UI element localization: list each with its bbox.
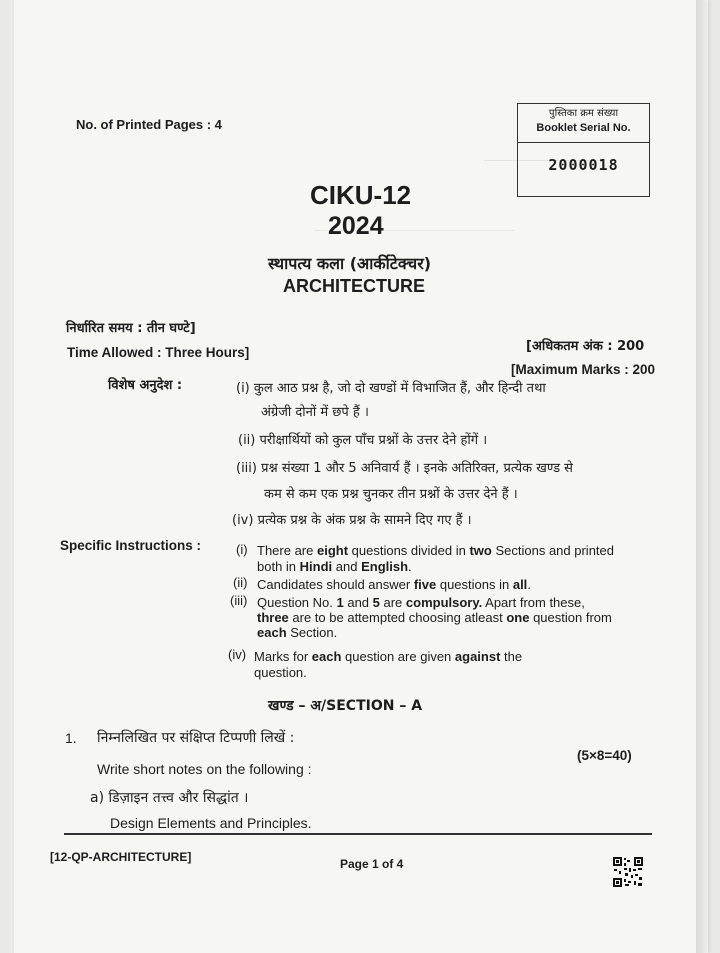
section-heading: खण्ड – अ/SECTION – A [268,698,423,714]
instructions-english-label: Specific Instructions : [60,538,202,553]
footer-paper-code: [12-QP-ARCHITECTURE] [50,850,192,864]
instruction-en-iii-cont2: each Section. [257,625,338,640]
instruction-en-iii: Question No. 1 and 5 are compulsory. Apart from these, [257,595,585,610]
question-marks: (5×8=40) [577,748,632,763]
paper-code: CIKU-12 [310,180,412,210]
instruction-hi-iv: (iv) प्रत्येक प्रश्न के अंक प्रश्न के सामने दिए गए हैं । [232,513,472,528]
instruction-en-ii: Candidates should answer five questions in all. [257,577,531,592]
instruction-en-iv-cont: question. [254,665,307,680]
booklet-serial-box [517,103,650,197]
instruction-en-iv: Marks for each question are given against the [254,649,523,664]
time-allowed-english: Time Allowed : Three Hours] [67,345,250,360]
serial-label-english: Booklet Serial No. [536,122,631,134]
instruction-hi-i-cont: अंग्रेजी दोनों में छपे हैं । [261,405,369,420]
exam-page [14,0,708,953]
instruction-en-ii-num: (ii) [233,575,248,590]
printed-pages: No. of Printed Pages : 4 [76,117,222,132]
instruction-en-iii-num: (iii) [230,593,248,608]
instructions-hindi-label: विशेष अनुदेश : [108,378,183,393]
max-marks-hindi: [अधिकतम अंक : 200 [526,339,645,354]
subquestion-a-english: Design Elements and Principles. [110,815,312,831]
serial-label-hindi: पुस्तिका क्रम संख्या [548,108,619,119]
instruction-en-i-cont: both in Hindi and English. [257,559,412,574]
instruction-hi-i: (i) कुल आठ प्रश्न है, जो दो खण्डों में विभाजित हैं, और हिन्दी तथा [236,381,546,396]
page-edge [696,0,708,953]
serial-number: 2000018 [548,156,619,174]
footer-rule [64,833,652,835]
question-text-hindi: निम्नलिखित पर संक्षिप्त टिप्पणी लिखें : [97,730,295,746]
instruction-en-i-num: (i) [236,542,248,557]
question-text-english: Write short notes on the following : [97,761,312,777]
subject-english: ARCHITECTURE [283,276,425,296]
subject-hindi: स्थापत्य कला (आर्कीटेक्चर) [268,254,432,273]
serial-label [518,104,649,143]
instruction-en-iv-num: (iv) [228,647,247,662]
question-number: 1. [65,730,77,746]
max-marks-english: [Maximum Marks : 200 [511,362,656,377]
paper-year: 2024 [328,212,384,240]
instruction-en-iii-cont: three are to be attempted choosing atleast one question from [257,610,612,625]
subquestion-a-hindi: a) डिज़ाइन तत्त्व और सिद्धांत । [90,790,249,806]
instruction-en-i: There are eight questions divided in two Sections and printed [257,543,614,558]
instruction-hi-ii: (ii) परीक्षार्थियों को कुल पाँच प्रश्नों के उत्तर देने होंगें । [238,433,488,448]
footer-page-number: Page 1 of 4 [340,857,404,871]
instruction-hi-iii-cont: कम से कम एक प्रश्न चुनकर तीन प्रश्नों के उत्तर देने हैं । [264,487,518,502]
qr-code-icon [612,856,644,888]
instruction-hi-iii: (iii) प्रश्न संख्या 1 और 5 अनिवार्य हैं । इनके अतिरिक्त, प्रत्येक खण्ड से [236,461,573,476]
time-allowed-hindi: निर्धारित समय : तीन घण्टे] [66,321,196,336]
